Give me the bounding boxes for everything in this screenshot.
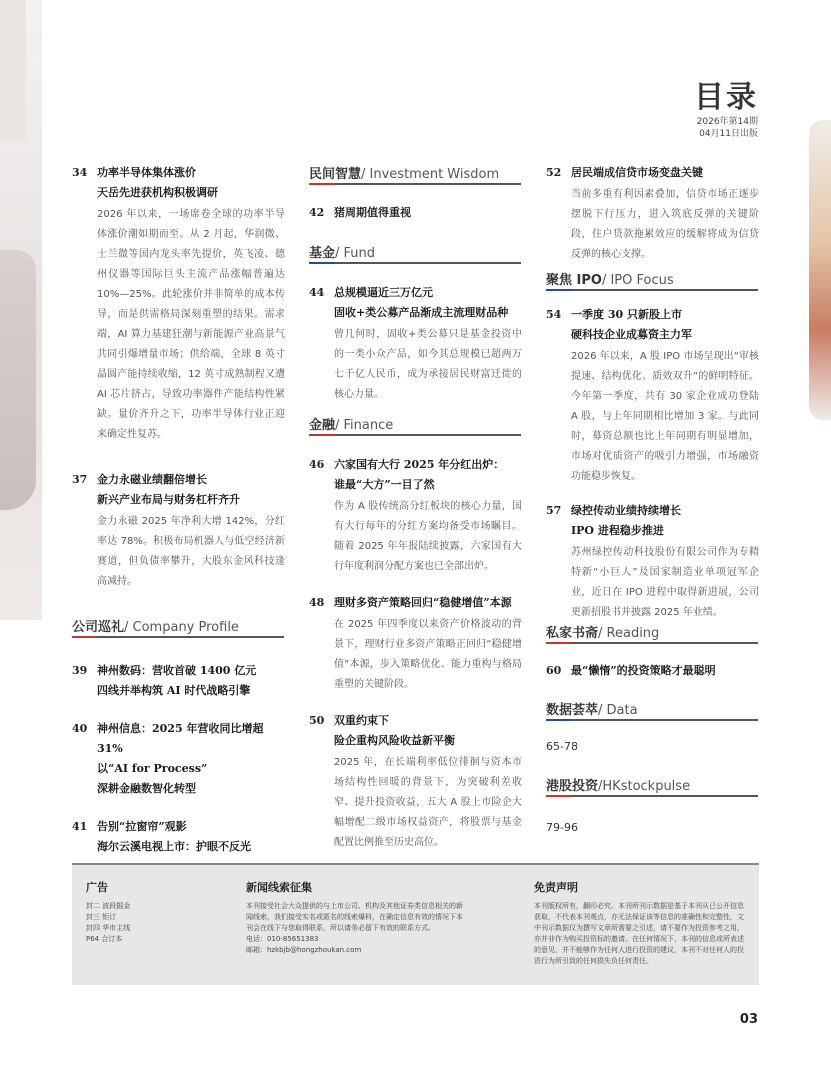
section-title-cn: 聚焦 IPO [546, 273, 602, 288]
section-ipo-focus[interactable] [546, 269, 758, 291]
ad-line: P64 合订本 [86, 935, 123, 943]
section-title-cn: 港股投资 [546, 779, 599, 794]
page-number: 34 [72, 166, 88, 179]
page-number: 40 [72, 722, 88, 735]
toc-entry-46[interactable] [309, 455, 522, 577]
section-title-cn: 公司巡礼 [72, 620, 125, 635]
column-3-a [546, 163, 759, 265]
page-number: 39 [72, 664, 88, 677]
entry-title: 神州信息：2025 年营收同比增超 31% [97, 722, 264, 755]
page-number-footer: 03 [739, 1012, 758, 1027]
section-accent-bar [546, 289, 572, 291]
entry-title: 猪周期值得重视 [334, 206, 411, 219]
news-tip-column [246, 879, 468, 956]
section-title-en: / IPO Focus [601, 273, 674, 288]
column-3-c [546, 661, 759, 681]
toc-entry-44[interactable] [309, 283, 522, 405]
disclaimer-column [534, 879, 746, 967]
entry-subtitle: 天岳先进获机构积极调研 [97, 186, 218, 199]
page-number: 37 [72, 473, 88, 486]
section-accent-bar [546, 719, 572, 721]
toc-entry-57[interactable] [546, 501, 759, 623]
entry-title: 六家国有大行 2025 年分红出炉： [334, 458, 505, 471]
entry-summary: 金力永磁 2025 年净利大增 142%，分红率达 78%。积极布局机器人与低空经济新赛道，但负债率攀升，大股东金风科技逢高减持。 [97, 516, 285, 587]
entry-summary: 曾几何时，固收+类公募只是基金投资中的一类小众产品，如今其总规模已超两万七千亿人民币，成为承接居民财富迁徙的核心力量。 [334, 329, 522, 400]
section-data[interactable] [546, 699, 758, 721]
section-accent-bar [72, 636, 98, 638]
publish-date: 04月11日出版 [699, 129, 758, 139]
page-number: 42 [309, 206, 325, 219]
toc-entry-40[interactable] [72, 719, 285, 799]
ad-line: 封二 波段掘金 [86, 902, 131, 910]
section-title-en: / Fund [335, 246, 376, 261]
toc-entry-50[interactable] [309, 711, 522, 853]
section-title-en: / Investment Wisdom [361, 167, 500, 182]
ad-line: 封三 钜订 [86, 913, 117, 921]
toc-entry-54[interactable] [546, 305, 759, 487]
entry-title: 最“懒惰”的投资策略才最聪明 [571, 664, 716, 677]
section-title-en: /HKstockpulse [598, 779, 691, 794]
page-title: 目录 [694, 80, 758, 115]
entry-title: 金力永磁业绩翻倍增长 [97, 473, 207, 486]
page-number: 50 [309, 714, 325, 727]
page-number: 57 [546, 504, 562, 517]
entry-summary: 苏州绿控传动科技股份有限公司作为专精特新“小巨人”及国家制造业单项冠军企业，近日在 IPO 进程中取得新进展，公司更新招股书并披露 2025 年业绩。 [571, 547, 759, 618]
entry-summary: 在 2025 年四季度以来资产价格波动的背景下，理财行业多资产策略正回归“稳健增值”本源，步入策略优化、能力重构与格局重塑的关键阶段。 [334, 619, 522, 690]
disclaimer-text: 本刊版权所有，翻印必究。本刊所刊示数据是基于本刊从已公开信息获取，不代表本刊观点，亦无法保证该等信息的准确性和完整性，文中刊示数据仅为撰写文章所需要之引述，请不要作为投资参考之用，亦并非作为购买投资标的邀请。在任何情况下，本刊的信息或所表述的意见，并不能够作为任何人进行投资的建议，本刊不对任何人的投资行为所引致的任何损失负任何责任。 [534, 902, 744, 965]
toc-entry-42[interactable] [309, 203, 522, 223]
entry-title: 总规模逼近三万亿元 [334, 286, 433, 299]
ad-line: 封四 华市主线 [86, 924, 131, 932]
section-title-cn: 金融 [309, 418, 336, 433]
entry-summary: 当前多重有利因素叠加，信贷市场正逐步摆脱下行压力，进入筑底反弹的关键阶段，住户贷款拖累效应的缓解将成为信贷反弹的核心支撑。 [571, 189, 759, 260]
entry-title: 告别“拉窗帘”观影 [97, 820, 187, 833]
section-accent-bar [546, 795, 572, 797]
column-3-b [546, 305, 759, 623]
page-number: 44 [309, 286, 325, 299]
entry-subtitle: 新兴产业布局与财务杠杆齐升 [97, 493, 240, 506]
entry-title: 功率半导体集体涨价 [97, 166, 196, 179]
page-number: 48 [309, 596, 325, 609]
disclaimer-title: 免责声明 [534, 881, 578, 894]
issue-number: 2026年第14期 [696, 117, 758, 127]
news-tip-title: 新闻线索征集 [246, 881, 312, 894]
toc-entry-39[interactable] [72, 661, 285, 701]
entry-summary: 2026 年以来，A 股 IPO 市场呈现出“审核提速、结构优化、质效双升”的鲜明特征。今年第一季度，共有 30 家企业成功登陆 A 股，与上年同期相比增加 3 家。与此同时，募资总额也比上年同期有明显增加，市场对优质资产的吸引力增强，市场融资功能稳步恢复。 [571, 351, 759, 482]
toc-entry-52[interactable] [546, 163, 759, 265]
news-tip-email: 邮箱：hzkbjb@hongzhoukan.com [246, 946, 362, 954]
hk-page-range[interactable]: 79-96 [546, 821, 578, 834]
entry-title: 双重约束下 [334, 714, 389, 727]
footer-panel [72, 863, 759, 985]
toc-entry-41[interactable] [72, 817, 285, 857]
news-tip-text: 本刊接受社会大众提供的与上市公司、机构及其他证券类信息相关的新闻线索，我们接受实名或匿名的线索爆料，在确定信息有效的情况下本刊会在线下与您取得联系，所以请务必留下有效的联系方式。 [246, 902, 463, 932]
section-accent-bar [546, 642, 572, 644]
section-investment-wisdom[interactable] [309, 163, 521, 185]
entry-subtitle: 海尔云溪电视上市：护眼不反光 [97, 840, 251, 853]
page-number: 46 [309, 458, 325, 471]
page-number: 52 [546, 166, 562, 179]
ad-title: 广告 [86, 881, 108, 894]
entry-summary: 作为 A 股传统高分红板块的核心力量，国有大行每年的分红方案均备受市场瞩目。随着 2025 年年报陆续披露，六家国有大行年度利润分配方案也已全部出炉。 [334, 501, 522, 572]
section-title-en: / Finance [335, 418, 394, 433]
entry-subtitle: 谁最“大方”一目了然 [334, 478, 435, 491]
right-photo-strip [809, 120, 831, 420]
section-title-en: / Company Profile [124, 620, 239, 635]
entry-title: 绿控传动业绩持续增长 [571, 504, 681, 517]
section-fund[interactable] [309, 242, 521, 264]
entry-subtitle: 四线并举构筑 AI 时代战略引擎 [97, 684, 251, 697]
header [694, 72, 758, 140]
entry-subtitle: 硬科技企业成募资主力军 [571, 328, 692, 341]
entry-subtitle: 以“AI for Process” [97, 762, 208, 775]
ad-column [86, 879, 206, 945]
section-title-cn: 数据荟萃 [546, 703, 599, 718]
entry-subtitle: 险企重构风险收益新平衡 [334, 734, 455, 747]
data-page-range[interactable]: 65-78 [546, 740, 578, 753]
column-2-a [309, 203, 522, 223]
section-title-en: / Reading [598, 626, 660, 641]
page-number: 60 [546, 664, 562, 677]
page-number: 54 [546, 308, 562, 321]
section-hk-stock[interactable] [546, 775, 758, 797]
entry-title: 理财多资产策略回归“稳健增值”本源 [334, 596, 512, 609]
column-2-c [309, 455, 522, 853]
entry-summary: 2025 年，在长端利率低位徘徊与资本市场结构性回暖的背景下，为突破利差收窄、提升投资收益，五大 A 股上市险企大幅增配二级市场权益资产，将股票与基金配置比例推至历史高位。 [334, 757, 522, 848]
entry-title: 神州数码：营收首破 1400 亿元 [97, 664, 257, 677]
entry-subtitle: 固收+类公募产品渐成主流理财品种 [334, 306, 509, 319]
news-tip-phone: 电话：010-85651383 [246, 935, 319, 943]
entry-title: 一季度 30 只新股上市 [571, 308, 682, 321]
section-company-profile[interactable] [72, 616, 284, 638]
section-title-cn: 私家书斋 [546, 626, 599, 641]
entry-subtitle-2: 深耕金融数智化转型 [97, 782, 196, 795]
section-accent-bar [309, 262, 335, 264]
section-accent-bar [309, 183, 335, 185]
page-number: 41 [72, 820, 88, 833]
entry-summary: 2026 年以来，一场席卷全球的功率半导体涨价潮如期而至。从 2 月起，华润微、士兰微等国内龙头率先提价，英飞凌、德州仪器等国际巨头主流产品涨幅普遍达 10%—25%。此轮涨价并非简单的成本传导，而是供需格局深刻重塑的结果。需求端，AI 算力基建狂潮与新能源产业高景气共同引爆增量市场；供给端，全球 8 英寸晶圆产能持续收缩，12 英寸成熟制程又遭 AI 芯片挤占，导致功率器件产能结构性紧缺。量价齐升之下，功率半导体行业正迎来确定性复苏。 [97, 209, 285, 440]
toc-entry-37[interactable] [72, 470, 285, 592]
column-2-b [309, 283, 522, 405]
entry-title: 居民端成信贷市场变盘关键 [571, 166, 703, 179]
section-title-en: / Data [598, 703, 638, 718]
column-1 [72, 163, 285, 592]
left-photo-strip [0, 0, 42, 620]
column-1-lower [72, 661, 285, 857]
section-accent-bar [309, 434, 335, 436]
toc-entry-60[interactable] [546, 661, 759, 681]
toc-entry-34[interactable] [72, 163, 285, 445]
toc-entry-48[interactable] [309, 593, 522, 695]
entry-subtitle: IPO 进程稳步推进 [571, 524, 664, 537]
section-reading[interactable] [546, 622, 758, 644]
section-title-cn: 基金 [309, 246, 336, 261]
section-finance[interactable] [309, 414, 521, 436]
section-title-cn: 民间智慧 [309, 167, 362, 182]
